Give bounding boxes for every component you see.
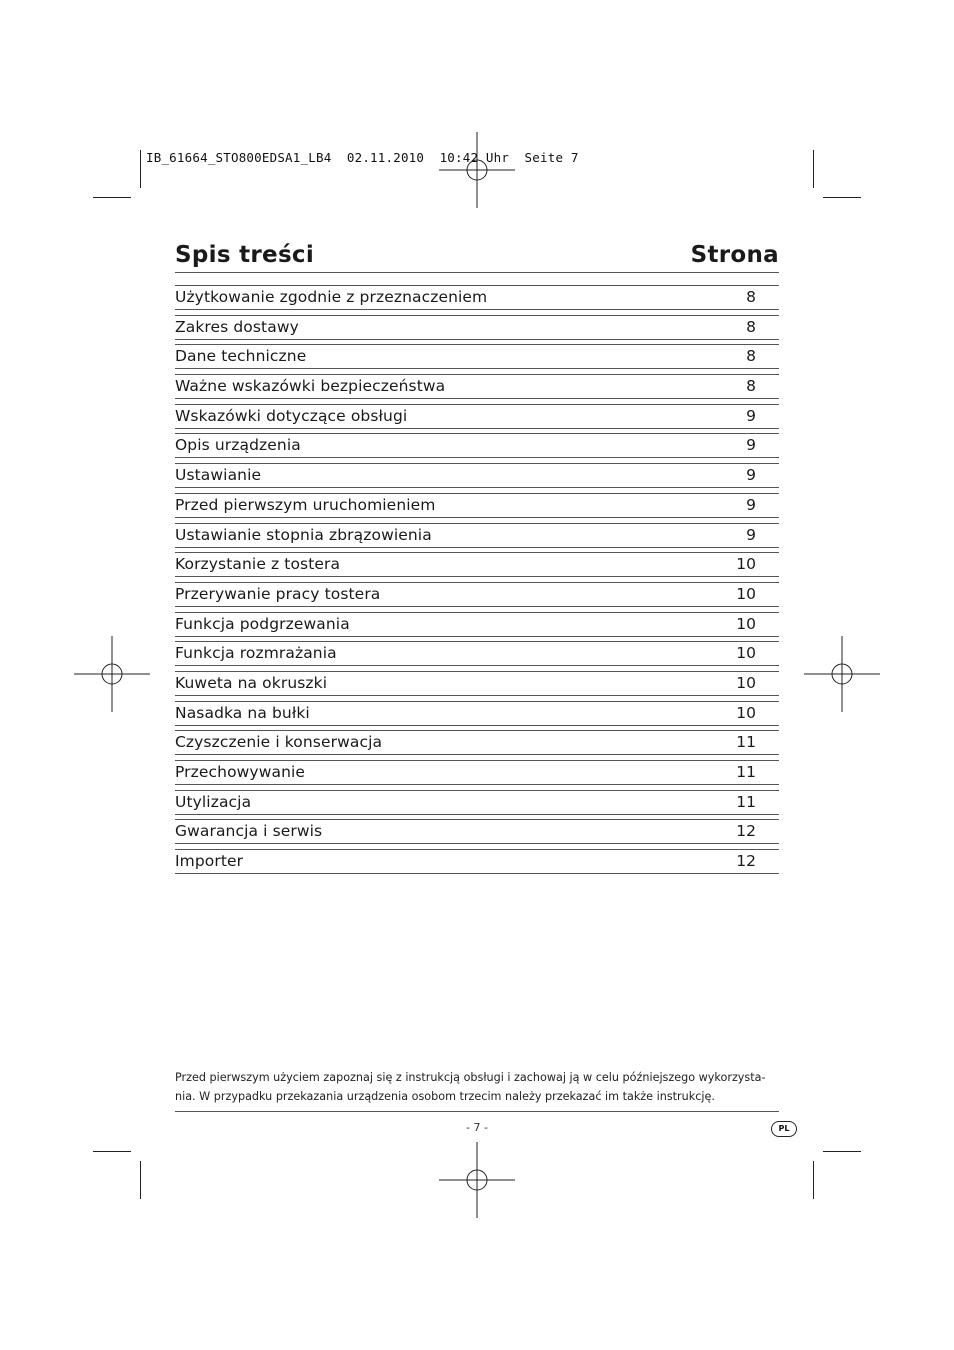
toc-row	[175, 701, 779, 726]
toc-row	[175, 285, 779, 310]
toc-row	[175, 641, 779, 666]
toc-entry-page: 9	[746, 436, 756, 455]
toc-entry-page: 9	[746, 525, 756, 544]
registration-mark-right-icon	[804, 636, 880, 712]
toc-row	[175, 790, 779, 815]
footnote-line-2: nia. W przypadku przekazania urządzenia osobom trzecim należy przekazać im także instrukcję.	[175, 1090, 715, 1103]
toc-entry-page: 11	[736, 763, 756, 781]
toc-row	[175, 612, 779, 637]
toc-entry-label: Dane techniczne	[175, 347, 307, 366]
toc-entry-page: 10	[736, 673, 756, 692]
toc-entry-label: Gwarancja i serwis	[175, 822, 323, 841]
toc-row	[175, 433, 779, 458]
toc-entry-label: Wskazówki dotyczące obsługi	[175, 406, 408, 425]
toc-entry-page: 11	[736, 733, 756, 752]
toc-entry-label: Ustawianie stopnia zbrązowienia	[175, 525, 432, 544]
toc-row	[175, 374, 779, 399]
toc-entry-label: Czyszczenie i konserwacja	[175, 733, 383, 752]
toc-row	[175, 582, 779, 607]
toc-entry-page: 12	[736, 852, 756, 871]
toc-entry-label: Ustawianie	[175, 466, 262, 485]
page-number: - 7 -	[466, 1121, 488, 1134]
toc-list	[175, 285, 779, 879]
toc-row	[175, 552, 779, 577]
toc-entry-label: Nasadka na bułki	[175, 703, 310, 722]
registration-mark-bottom-icon	[439, 1142, 515, 1218]
toc-title: Spis treści	[175, 242, 315, 268]
toc-entry-page: 10	[736, 614, 756, 633]
toc-entry-label: Kuweta na okruszki	[175, 673, 328, 692]
toc-entry-page: 10	[736, 584, 756, 603]
crop-mark-bottom-left-v	[140, 1161, 141, 1199]
toc-entry-page: 12	[736, 822, 756, 841]
toc-entry-page: 9	[746, 466, 756, 485]
toc-entry-label: Przerywanie pracy tostera	[175, 584, 381, 603]
crop-mark-bottom-right-v	[813, 1161, 814, 1199]
crop-mark-bottom-left-h	[93, 1151, 131, 1152]
toc-entry-label: Przed pierwszym uruchomieniem	[175, 495, 436, 514]
toc-entry-label: Użytkowanie zgodnie z przeznaczeniem	[175, 288, 488, 306]
registration-mark-top-icon	[439, 132, 515, 208]
toc-entry-label: Przechowywanie	[175, 763, 306, 781]
toc-entry-label: Ważne wskazówki bezpieczeństwa	[175, 377, 446, 396]
toc-row	[175, 849, 779, 874]
toc-entry-page: 10	[736, 703, 756, 722]
toc-row	[175, 315, 779, 340]
toc-entry-label: Funkcja podgrzewania	[175, 614, 350, 633]
crop-mark-top-left-h	[93, 197, 131, 198]
language-badge: PL	[771, 1121, 797, 1137]
toc-entry-page: 10	[736, 555, 756, 574]
toc-row	[175, 493, 779, 518]
footer-divider	[175, 1111, 779, 1112]
toc-entry-page: 8	[746, 347, 756, 366]
toc-entry-label: Funkcja rozmrażania	[175, 644, 337, 663]
toc-row	[175, 344, 779, 369]
crop-mark-top-left-v	[140, 150, 141, 188]
print-header: IB_61664_STO800EDSA1_LB4 02.11.2010 10:42 Uhr Seite 7	[146, 150, 579, 165]
toc-entry-label: Utylizacja	[175, 792, 252, 811]
toc-entry-page: 8	[746, 317, 756, 336]
toc-entry-page: 9	[746, 406, 756, 425]
toc-entry-label: Zakres dostawy	[175, 317, 299, 336]
toc-entry-page: 11	[736, 792, 756, 811]
toc-row	[175, 730, 779, 755]
toc-row	[175, 463, 779, 488]
toc-row	[175, 671, 779, 696]
crop-mark-bottom-right-h	[823, 1151, 861, 1152]
toc-row	[175, 523, 779, 548]
toc-entry-page: 9	[746, 495, 756, 514]
crop-mark-top-right-v	[813, 150, 814, 188]
crop-mark-top-right-h	[823, 197, 861, 198]
toc-entry-page: 8	[746, 377, 756, 396]
footnote	[175, 1068, 779, 1106]
toc-entry-label: Korzystanie z tostera	[175, 555, 341, 574]
footnote-line-1: Przed pierwszym użyciem zapoznaj się z instrukcją obsługi i zachowaj ją w celu późniejszego wykorzysta-	[175, 1071, 766, 1084]
toc-entry-label: Importer	[175, 852, 244, 871]
toc-entry-page: 8	[746, 288, 756, 306]
toc-entry-label: Opis urządzenia	[175, 436, 301, 455]
toc-page-column-title: Strona	[690, 242, 779, 268]
toc-header	[175, 240, 779, 273]
toc-row	[175, 819, 779, 844]
registration-mark-left-icon	[74, 636, 150, 712]
toc-row	[175, 404, 779, 429]
toc-entry-page: 10	[736, 644, 756, 663]
toc-row	[175, 760, 779, 785]
